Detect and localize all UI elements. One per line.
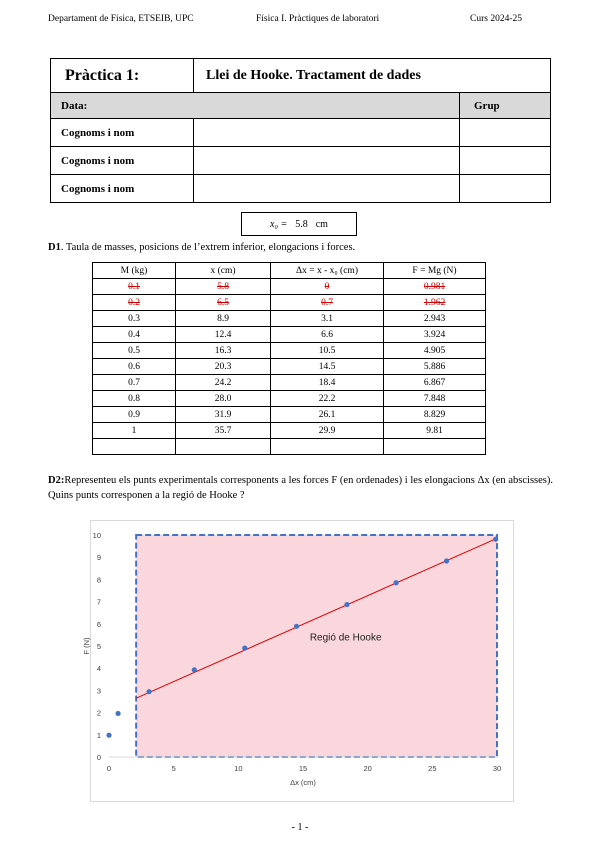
col-elongation: Δx = x - x₀ (cm) [271, 263, 384, 279]
table-cell: 5.8 [176, 279, 271, 295]
table-row-empty [93, 439, 486, 455]
table-cell: 0.981 [384, 279, 486, 295]
table-cell: 29.9 [271, 423, 384, 439]
table-cell: 22.2 [271, 391, 384, 407]
table-cell: 24.2 [176, 375, 271, 391]
table-cell: 8.9 [176, 311, 271, 327]
data-point [344, 602, 349, 607]
x0-value: 5.8 [295, 218, 308, 230]
table-cell: 35.7 [176, 423, 271, 439]
y-tick-label: 6 [96, 619, 101, 629]
header-course-title: Física I. Pràctiques de laboratori [256, 14, 380, 24]
header-department: Departament de Física, ETSEIB, UPC [48, 14, 194, 24]
practice-label: Pràctica 1: [51, 59, 194, 93]
col-force: F = Mg (N) [384, 263, 486, 279]
date-label: Data: [51, 93, 460, 119]
table-cell: 3.924 [384, 327, 486, 343]
x-tick-label: 10 [234, 764, 243, 773]
name-field-1[interactable] [194, 119, 460, 147]
name-label-1: Cognoms i nom [51, 119, 194, 147]
data-point [106, 733, 111, 738]
name-field-3[interactable] [194, 175, 460, 203]
table-cell: 0.7 [271, 295, 384, 311]
table-cell: 6.6 [271, 327, 384, 343]
chart-frame [82, 520, 514, 802]
x-tick-label: 30 [492, 764, 502, 773]
data-point [493, 537, 498, 542]
table-cell: 9.81 [384, 423, 486, 439]
table-cell: 0.5 [93, 343, 176, 359]
y-tick-label: 4 [96, 664, 101, 674]
d1-text: . Taula de masses, posicions de l’extrem inferior, elongacions i forces. [60, 242, 356, 253]
page-number: - 1 - [291, 822, 309, 833]
table-row [93, 407, 486, 423]
data-point [115, 711, 120, 716]
y-tick-label: 1 [96, 730, 101, 740]
y-tick-label: 5 [96, 642, 101, 651]
table-cell: 0.3 [93, 311, 176, 327]
x-tick-label: 15 [298, 764, 308, 773]
d1-heading [48, 240, 355, 255]
name-label-3: Cognoms i nom [51, 175, 194, 203]
table-cell: 3.1 [271, 311, 384, 327]
d2-text: Representeu els punts experimentals corresponents a les forces F (en ordenades) i les elongacions Δx (en abscisses). Quins punts corresponen a la regió de Hooke ? [48, 475, 553, 501]
col-position: x (cm) [176, 263, 271, 279]
table-cell: 6.5 [176, 295, 271, 311]
table-cell: 12.4 [176, 327, 271, 343]
y-tick-label: 3 [96, 686, 101, 696]
table-row-struck [93, 279, 486, 295]
y-tick-label: 9 [96, 553, 101, 563]
table-cell: 1.962 [384, 295, 486, 311]
table-cell: 2.943 [384, 311, 486, 327]
table-cell: 14.5 [271, 359, 384, 375]
hooke-region-label: Regió de Hooke [309, 632, 382, 644]
data-point [242, 646, 247, 651]
table-row [93, 375, 486, 391]
practice-title: Llei de Hooke. Tractament de dades [194, 59, 551, 93]
table-cell: 0.2 [93, 295, 176, 311]
header-year: Curs 2024-25 [470, 14, 522, 24]
table-cell: 4.905 [384, 343, 486, 359]
force-elongation-chart [82, 521, 513, 801]
x-tick-label: 0 [106, 764, 112, 773]
hooke-region [136, 535, 497, 757]
table-row [93, 391, 486, 407]
table-row [93, 423, 486, 439]
d2-paragraph [48, 473, 553, 503]
y-tick-label: 8 [96, 575, 101, 585]
y-axis-label: F (N) [82, 637, 91, 655]
y-tick-label: 2 [96, 708, 101, 718]
table-cell-empty [176, 439, 271, 455]
table-cell: 7.848 [384, 391, 486, 407]
table-cell: 5.886 [384, 359, 486, 375]
d2-bold: D2: [48, 475, 65, 486]
y-tick-label: 7 [96, 597, 101, 607]
data-point [294, 624, 299, 629]
table-row [93, 343, 486, 359]
identification-table [50, 58, 551, 203]
table-cell: 0.4 [93, 327, 176, 343]
name-field-2[interactable] [194, 147, 460, 175]
table-cell: 20.3 [176, 359, 271, 375]
data-point [394, 580, 399, 585]
x-tick-label: 20 [363, 764, 372, 773]
group-field-3[interactable] [460, 175, 551, 203]
y-tick-label: 10 [92, 531, 101, 540]
x0-unit: cm [315, 218, 328, 230]
table-row [93, 359, 486, 375]
table-row [93, 311, 486, 327]
d1-bold: D1 [48, 242, 61, 253]
table-row-struck [93, 295, 486, 311]
table-cell: 28.0 [176, 391, 271, 407]
table-cell-empty [271, 439, 384, 455]
table-cell: 0.9 [93, 407, 176, 423]
table-cell: 16.3 [176, 343, 271, 359]
group-label: Grup [460, 93, 551, 119]
table-cell: 10.5 [271, 343, 384, 359]
group-field-1[interactable] [460, 119, 551, 147]
x0-box [241, 212, 357, 236]
col-mass: M (kg) [93, 263, 176, 279]
table-cell: 26.1 [271, 407, 384, 423]
table-cell: 6.867 [384, 375, 486, 391]
x-tick-label: 25 [428, 764, 437, 773]
x0-label: x₀ = [270, 218, 288, 230]
data-table [92, 262, 486, 455]
table-cell: 0.1 [93, 279, 176, 295]
group-field-2[interactable] [460, 147, 551, 175]
table-cell: 8.829 [384, 407, 486, 423]
table-cell: 0.8 [93, 391, 176, 407]
table-cell: 18.4 [271, 375, 384, 391]
table-row [93, 327, 486, 343]
x-axis-label: Δx (cm) [290, 778, 316, 787]
table-cell-empty [384, 439, 486, 455]
data-point [192, 667, 197, 672]
name-label-2: Cognoms i nom [51, 147, 194, 175]
table-cell: 0.6 [93, 359, 176, 375]
table-cell: 1 [93, 423, 176, 439]
table-cell: 0.7 [93, 375, 176, 391]
table-cell: 0 [271, 279, 384, 295]
table-cell-empty [93, 439, 176, 455]
data-point [444, 558, 449, 563]
x-tick-label: 5 [171, 764, 176, 773]
data-point [146, 689, 151, 694]
y-tick-label: 0 [96, 753, 101, 762]
table-cell: 31.9 [176, 407, 271, 423]
